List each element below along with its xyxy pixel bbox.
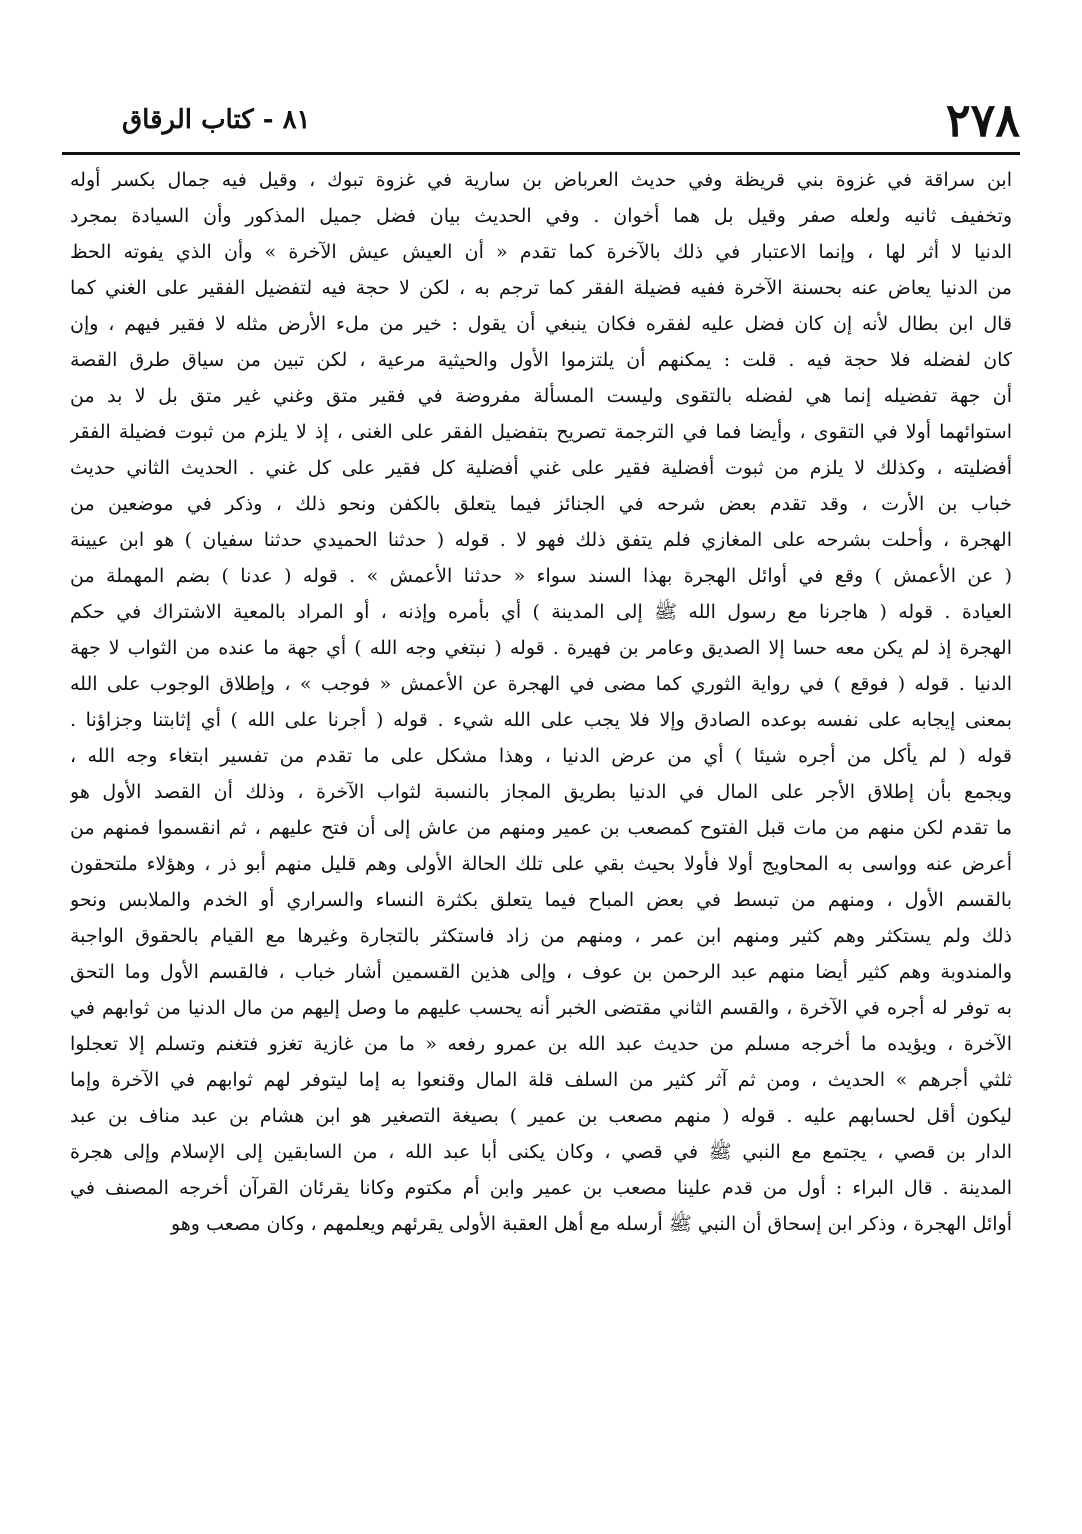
text-line: أن جهة تفضيله إنما هي لفضله بالتقوى وليست المسألة مفروضة في فقير متق وغني غير متق بل لا بد من (70, 385, 1012, 407)
text-line: ما تقدم لكن منهم من مات قبل الفتوح كمصعب بن عمير ومنهم من عاش إلى أن فتح عليهم ، ثم انقسموا فمنهم من (70, 817, 1012, 839)
text-line: ( عن الأعمش ) وقع في أوائل الهجرة بهذا السند سواء « حدثنا الأعمش » . قوله ( عدنا ) بضم المهملة من (70, 565, 1012, 587)
text-line: الدار بن قصي ، يجتمع مع النبي ﷺ في قصي ، وكان يكنى أبا عبد الله ، من السابقين إلى الإسلام وإلى هجرة (70, 1141, 1012, 1163)
header-rule (62, 152, 1020, 155)
text-line: استوائهما أولا في التقوى ، وأيضا فما في الترجمة تصريح بتفضيل الفقر على الغنى ، إذ لا يلزم من ثبوت فضيلة الفقر (70, 421, 1012, 443)
text-line: الهجرة ، وأحلت بشرحه على المغازي فلم يتفق ذلك فهو لا . قوله ( حدثنا الحميدي حدثنا سفيان ) هو ابن عيينة (70, 529, 1012, 551)
text-line: قوله ( لم يأكل من أجره شيئا ) أي من عرض الدنيا ، وهذا مشكل على ما تقدم من تفسير ابتغاء وجه الله ، (70, 745, 1012, 767)
text-line: ليكون أقل لحسابهم عليه . قوله ( منهم مصعب بن عمير ) بصيغة التصغير هو ابن هشام بن عبد مناف بن عبد (70, 1105, 1012, 1127)
body-text (70, 162, 1012, 1242)
text-line: بمعنى إيجابه على نفسه بوعده الصادق وإلا فلا يجب على الله شيء . قوله ( أجرنا على الله ) أي إثابتنا وجزاؤنا . (70, 709, 1012, 731)
text-line: خباب بن الأرت ، وقد تقدم بعض شرحه في الجنائز فيما يتعلق بالكفن ونحو ذلك ، وذكر في موضعين من (70, 493, 1012, 515)
text-line: به توفر له أجره في الآخرة ، والقسم الثاني مقتضى الخبر أنه يحسب عليهم ما وصل إليهم من مال الدنيا من ثوابهم في (70, 997, 1012, 1019)
page-number: ٢٧٨ (945, 93, 1020, 147)
text-line: كان لفضله فلا حجة فيه . قلت : يمكنهم أن يلتزموا الأول والحيثية مرعية ، لكن تبين من سياق طرق القصة (70, 349, 1012, 371)
text-line: الهجرة إذ لم يكن معه حسا إلا الصديق وعامر بن فهيرة . قوله ( نبتغي وجه الله ) أي جهة ما عنده من الثواب لا جهة (70, 637, 1012, 659)
text-line: وتخفيف ثانيه ولعله صفر وقيل بل هما أخوان . وفي الحديث بيان فضل جميل المذكور وأن السيادة بمجرد (70, 205, 1012, 227)
text-line: من الدنيا يعاض عنه بحسنة الآخرة ففيه فضيلة الفقر كما ترجم به ، لكن لا حجة فيه لتفضيل الفقير على الغني كما (70, 277, 1012, 299)
text-line: ثلثي أجرهم » الحديث ، ومن ثم آثر كثير من السلف قلة المال وقنعوا به إما ليتوفر لهم ثوابهم في الآخرة وإما (70, 1069, 1012, 1091)
text-line: ذلك ولم يستكثر وهم كثير ومنهم ابن عمر ، ومنهم من زاد فاستكثر بالتجارة وغيرها مع القيام بالحقوق الواجبة (70, 925, 1012, 947)
text-line: أعرض عنه وواسى به المحاويج أولا فأولا بحيث بقي على تلك الحالة الأولى وهم قليل منهم أبو ذر ، وهؤلاء ملتحقون (70, 853, 1012, 875)
text-line: أفضليته ، وكذلك لا يلزم من ثبوت أفضلية فقير على غني أفضلية كل فقير على كل غني . الحديث الثاني حديث (70, 457, 1012, 479)
text-line: ويجمع بأن إطلاق الأجر على المال في الدنيا بطريق المجاز بالنسبة لثواب الآخرة ، وذلك أن القصد الأول هو (70, 781, 1012, 803)
text-line: الدنيا لا أثر لها ، وإنما الاعتبار في ذلك بالآخرة كما تقدم « أن العيش عيش الآخرة » وأن الذي يفوته الحظ (70, 241, 1012, 263)
text-line: قال ابن بطال لأنه إن كان فضل عليه لفقره فكان ينبغي أن يقول : خير من ملء الأرض مثله لا فقير فيهم ، وإن (70, 313, 1012, 335)
text-line: الدنيا . قوله ( فوقع ) في رواية الثوري كما مضى في الهجرة عن الأعمش « فوجب » ، وإطلاق الوجوب على الله (70, 673, 1012, 695)
text-line: ابن سراقة في غزوة بني قريظة وفي حديث العرباض بن سارية في غزوة تبوك ، وقيل فيه جمال بكسر أوله (70, 169, 1012, 191)
text-line: الآخرة ، ويؤيده ما أخرجه مسلم من حديث عبد الله بن عمرو رفعه « ما من غازية تغزو فتغنم وتسلم إلا تعجلوا (70, 1033, 1012, 1055)
text-line: أوائل الهجرة ، وذكر ابن إسحاق أن النبي ﷺ أرسله مع أهل العقبة الأولى يقرئهم ويعلمهم ، وكان مصعب وهو (170, 1213, 1012, 1235)
text-line: العيادة . قوله ( هاجرنا مع رسول الله ﷺ إلى المدينة ) أي بأمره وإذنه ، أو المراد بالمعية الاشتراك في حكم (70, 601, 1012, 623)
text-line: بالقسم الأول ، ومنهم من تبسط في بعض المباح فيما يتعلق بكثرة النساء والسراري أو الخدم والملابس ونحو (70, 889, 1012, 911)
running-title: ٨١ - كتاب الرقاق (122, 105, 311, 135)
text-line: المدينة . قال البراء : أول من قدم علينا مصعب بن عمير وابن أم مكتوم وكانا يقرئان القرآن أخرجه المصنف في (70, 1177, 1012, 1199)
page-header (62, 92, 1020, 154)
text-line: والمندوبة وهم كثير أيضا منهم عبد الرحمن بن عوف ، وإلى هذين القسمين أشار خباب ، فالقسم الأول وما التحق (70, 961, 1012, 983)
